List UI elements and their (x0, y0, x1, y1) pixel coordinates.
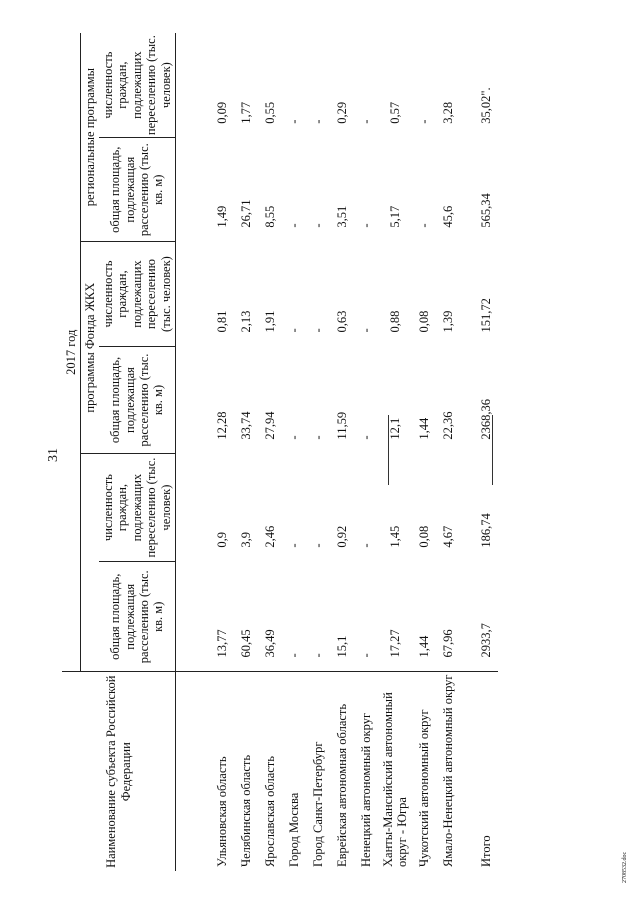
housing-relocation-table (62, 33, 498, 871)
region-name-cell: Город Санкт-Петербург (306, 672, 330, 871)
value-cell: - (286, 328, 301, 333)
value-cell: 1,91 (262, 310, 277, 333)
value-cell: 186,74 (478, 513, 493, 548)
value-cell: 11,59 (334, 411, 349, 440)
value-cell: 0,9 (214, 531, 229, 548)
value-cell: 1,44 (416, 417, 431, 440)
value-cell: 12,1 (387, 417, 402, 440)
region-name-cell: Ульяновская область (210, 672, 234, 871)
value-cell: - (286, 653, 301, 658)
table-body (176, 33, 499, 871)
value-cell: 3,9 (238, 531, 253, 548)
value-cell: 0,55 (262, 101, 277, 124)
value-cell: - (286, 119, 301, 124)
value-cell: 45,6 (440, 205, 455, 228)
value-cell: - (416, 119, 431, 124)
separator-line-bottom (492, 415, 493, 485)
value-cell: - (358, 543, 373, 548)
footer-file-code: 2708532.doc (622, 851, 628, 883)
value-cell: - (286, 223, 301, 228)
region-name-cell: Город Москва (282, 672, 306, 871)
spacer-cell (176, 672, 211, 871)
table-row (436, 33, 460, 871)
value-cell: 1,49 (214, 205, 229, 228)
value-cell: 27,94 (262, 411, 277, 440)
table-row (210, 33, 234, 871)
value-cell: 565,34 (478, 193, 493, 228)
value-cell: - (358, 119, 373, 124)
value-cell: 0,08 (416, 310, 431, 333)
value-cell: 15,1 (334, 635, 349, 658)
table-row (378, 33, 412, 871)
value-cell: 1,44 (416, 635, 431, 658)
value-cell: 1,39 (440, 310, 455, 333)
value-cell: 17,27 (387, 629, 402, 658)
value-cell: 22,36 (440, 411, 455, 440)
separator-line-top (388, 415, 389, 485)
value-cell: - (310, 435, 325, 440)
value-cell: 3,28 (440, 101, 455, 124)
header-total-people: численность граждан, подлежащих переселению (тыс. человек) (99, 454, 176, 562)
value-cell: - (310, 223, 325, 228)
region-name-cell: Ярославская область (258, 672, 282, 871)
value-cell: 35,02". (478, 87, 493, 124)
region-name-cell: Чукотский автономный округ (412, 672, 436, 871)
value-cell: - (358, 223, 373, 228)
header-year: 2017 год (62, 33, 81, 672)
value-cell: 67,96 (440, 629, 455, 658)
value-cell: 8,55 (262, 205, 277, 228)
region-name-cell: Ненецкий автономный округ (354, 672, 378, 871)
value-cell: 4,67 (440, 525, 455, 548)
region-name-cell: Ямало-Ненецкий автономный округ (436, 672, 460, 871)
value-cell: 2,13 (238, 310, 253, 333)
table-row (306, 33, 330, 871)
value-cell: 13,77 (214, 629, 229, 658)
value-cell: 5,17 (387, 205, 402, 228)
header-group-fund: программы Фонда ЖКХ (81, 242, 100, 454)
value-cell: - (310, 653, 325, 658)
table-row (412, 33, 436, 871)
value-cell: - (310, 328, 325, 333)
table-row (258, 33, 282, 871)
table-row (282, 33, 306, 871)
value-cell: 2933,7 (478, 623, 493, 658)
value-cell: 12,28 (214, 411, 229, 440)
value-cell: 151,72 (478, 298, 493, 333)
value-cell: 0,09 (214, 101, 229, 124)
value-cell: 0,29 (334, 101, 349, 124)
value-cell: 0,88 (387, 310, 402, 333)
region-name-cell: Челябинская область (234, 672, 258, 871)
header-total-area: общая площадь, подлежащая расселению (тыс. кв. м) (99, 562, 176, 672)
value-cell: - (286, 435, 301, 440)
value-cell: 36,49 (262, 629, 277, 658)
value-cell: 3,51 (334, 205, 349, 228)
table-row (330, 33, 354, 871)
header-group-total (81, 454, 100, 672)
table-row (234, 33, 258, 871)
value-cell: - (286, 543, 301, 548)
value-cell: 26,71 (238, 199, 253, 228)
region-name-cell: Еврейская автономная область (330, 672, 354, 871)
value-cell: 0,57 (387, 101, 402, 124)
region-name-cell: Ханты-Мансийский автономный округ - Югра (378, 672, 412, 871)
value-cell: 33,74 (238, 411, 253, 440)
header-group-regional: региональные программы (81, 33, 100, 242)
value-cell: 0,63 (334, 310, 349, 333)
value-cell: 0,08 (416, 525, 431, 548)
value-cell: - (358, 653, 373, 658)
value-cell: - (310, 119, 325, 124)
value-cell: 0,81 (214, 310, 229, 333)
value-cell: 60,45 (238, 629, 253, 658)
table-row (354, 33, 378, 871)
value-cell: - (358, 435, 373, 440)
header-fund-people: численность граждан, подлежащих переселению (тыс. человек) (99, 242, 176, 347)
value-cell: 1,45 (387, 525, 402, 548)
value-cell: - (416, 223, 431, 228)
value-cell: 0,92 (334, 525, 349, 548)
value-cell: 2368,36 (478, 398, 493, 440)
header-regional-people: численность граждан, подлежащих переселению (тыс. человек) (99, 33, 176, 138)
header-fund-area: общая площадь, подлежащая расселению (тыс. кв. м) (99, 346, 176, 453)
value-cell: 2,46 (262, 525, 277, 548)
page-number: 31 (46, 448, 61, 462)
value-cell: 1,77 (238, 101, 253, 124)
header-regional-area: общая площадь, подлежащая расселению (тыс. кв. м) (99, 138, 176, 242)
value-cell: - (310, 543, 325, 548)
value-cell: - (358, 328, 373, 333)
region-name-cell: Итого (460, 672, 498, 871)
header-region-name: Наименование субъекта Российской Федерации (62, 672, 176, 871)
